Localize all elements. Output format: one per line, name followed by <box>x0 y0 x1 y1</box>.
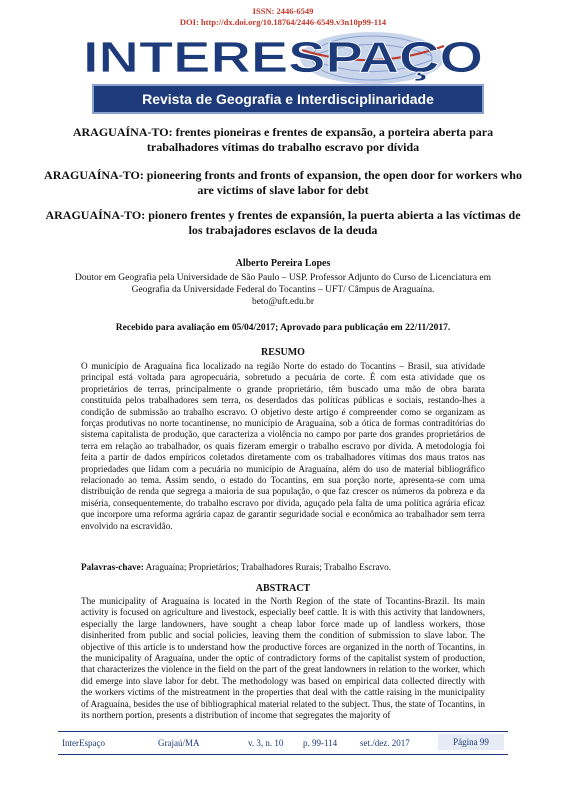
logo-wordmark: INTERESPAÇO <box>83 33 483 82</box>
submission-dates: Recebido para avaliação em 05/04/2017; Aprovado para publicação em 22/11/2017. <box>115 323 451 333</box>
journal-logo <box>72 28 494 84</box>
keywords-text: Araguaína; Proprietários; Trabalhadores Rurais; Trabalho Escravo. <box>145 562 392 572</box>
footer-pages: p. 99-114 <box>303 738 338 748</box>
footer-place: Grajaú/MA <box>158 738 200 748</box>
journal-masthead <box>72 28 494 120</box>
author-name: Alberto Pereira Lopes <box>235 258 331 269</box>
keywords-line <box>81 562 485 573</box>
author-affiliation: Doutor em Geografia pela Universidade de São Paulo – USP. Professor Adjunto do Curso de Licenciatura em Geografia da Universidade Federal do Tocantins – UFT/ Câmpus de Araguaína. <box>74 273 492 295</box>
footer-journal: InterEspaço <box>62 738 105 748</box>
keywords-label: Palavras-chave: <box>81 562 144 572</box>
title-portuguese: ARAGUAÍNA-TO: frentes pioneiras e frentes de expansão, a porteira aberta para trabalhadores vítimas do trabalho escravo por dívida <box>72 125 494 154</box>
footer-page-number: Página 99 <box>438 734 504 750</box>
journal-subtitle-bar: Revista de Geografia e Interdisciplinaridade <box>92 84 484 114</box>
resumo-heading: RESUMO <box>261 347 305 358</box>
footer-volume: v. 3, n. 10 <box>248 738 284 748</box>
abstract-text: The municipality of Araguaína is located in the North Region of the state of Tocantins-Brazil. Its main activity is focused on agriculture and livestock, especially beef cattle. It is with this activity that landowners, especially the large landowners, have sought a cheap labor force made up of landless workers, those disinherited from public and social policies, leaving them the condition of submission to slave labor. The objective of this article is to understand how the productive forces are organized in the north of Tocantins, in the municipality of Araguaína, under the optic of contradictory forms of the capitalist system of production, that characterizes the violence in the field on the part of the great landowners in relation to the worker, which did emerge into slave labor for debt. The methodology was based on empirical data collected directly with the workers victims of the mistreatment in the properties that deal with the cattle raising in the municipality of Araguaína, besides the use of bibliographical material related to the subject. Thus, the state of Tocantins, in its northern portion, presents a distribution of income that segregates the majority of <box>81 596 485 721</box>
title-spanish: ARAGUAÍNA-TO: pionero frentes y frentes de expansión, la puerta abierta a las víctimas de los trabajadores esclavos de la deuda <box>45 208 521 237</box>
author-email[interactable]: beto@uft.edu.br <box>251 297 315 307</box>
title-english: ARAGUAÍNA-TO: pioneering fronts and fronts of expansion, the open door for workers who are victims of slave labor for debt <box>44 168 522 197</box>
abstract-heading: ABSTRACT <box>255 583 311 594</box>
doi-link[interactable]: DOI: http://dx.doi.org/10.18764/2446-6549.v3n10p99-114 <box>179 17 387 27</box>
resumo-text: O município de Araguaína fica localizado na região Norte do estado do Tocantins – Brasil, sua atividade principal está voltada para agropecuária, sobretudo a pecuária de corte. É com esta atividade que os proprietários de terras, principalmente o grande proprietário, têm buscado uma mão de obra barata constituída pelos trabalhadores sem terra, os deserdados das políticas públicas e sociais, restando-lhes a condição de submissão ao trabalho escravo. O objetivo deste artigo é compreender como se organizam as forças produtivas no norte tocantinense, no município de Araguaína, sob a ótica de formas contraditórias do sistema capitalista de produção, que caracteriza a violência no campo por parte dos grandes proprietários de terra em relação ao trabalhador, os quais fizeram emergir o trabalho escravo por dívida. A metodologia foi feita a partir de dados empíricos coletados diretamente com os trabalhadores vítimas dos maus tratos nas propriedades que lidam com a pecuária no município de Araguaína, além do uso de material bibliográfico relacionado ao tema. Assim sendo, o estado do Tocantins, em sua porção norte, apresenta-se com uma distribuição de renda que segrega a maioria de sua população, o que faz crescer os números da pobreza e da miséria, consequentemente, do trabalho escravo por dívida, aguçado pela falta de uma política agrária eficaz que incorpore uma reforma agrária capaz de garantir seguridade social e econômica ao trabalhador sem terra envolvido na escravidão. <box>81 361 485 531</box>
footer-date: set./dez. 2017 <box>360 738 410 748</box>
author-block <box>60 258 506 308</box>
issn-text: ISSN: 2446-6549 <box>252 6 314 16</box>
page-footer <box>58 731 508 755</box>
